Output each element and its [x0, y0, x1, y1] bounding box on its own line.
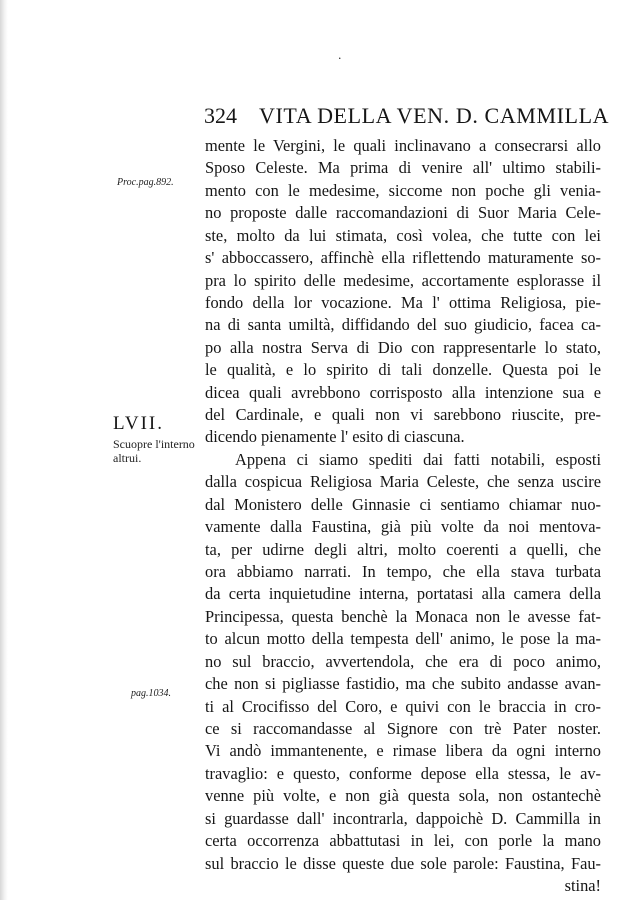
text-line: sul braccio le disse queste due sole parole: Faustina, Fau- — [205, 853, 601, 873]
text-line: dicea quali avrebbono corrisposto alla intenzione sua e — [205, 382, 601, 402]
text-line: mento con le medesime, siccome non poche gli venia- — [205, 180, 601, 200]
text-line: Appena ci siamo spediti dai fatti notabili, esposti — [235, 449, 601, 469]
text-line: to alcun motto della tempesta dell' animo, le pose la ma- — [205, 629, 601, 649]
chapter-summary — [113, 437, 195, 465]
text-line: no proposte dalle raccomandazioni di Suor Maria Cele- — [205, 203, 601, 223]
text-line: ce si raccomandasse al Signore con trè Pater noster. — [205, 718, 601, 738]
text-line: s' abboccassero, affinchè ella riflettendo maturamente so- — [205, 248, 601, 268]
text-line: travaglio: e questo, conforme depose ella stessa, le av- — [205, 763, 601, 783]
text-line: ste, molto da lui stimata, così volea, che tutte con lei — [205, 225, 601, 245]
text-line: dal Monistero delle Ginnasie ci sentiamo chiamar nuo- — [205, 494, 601, 514]
text-line: del Cardinale, e quali non vi sarebbono riuscite, pre- — [205, 405, 601, 425]
text-line: pra lo spirito delle medesime, accortamente esplorasse il — [205, 270, 601, 290]
chapter-summary-line: altrui. — [113, 451, 142, 465]
chapter-number: LVII. — [113, 413, 164, 434]
text-line: mente le Vergini, le quali inclinavano a consecrarsi allo — [205, 136, 601, 155]
text-line: certa occorrenza abbattutasi in lei, con porle la mano — [205, 831, 601, 851]
running-title: VITA DELLA VEN. D. CAMMILLA — [259, 103, 610, 128]
text-line: ora abbiamo narrati. In tempo, che ella stava turbata — [205, 562, 601, 582]
margin-reference-proc: Proc.pag.892. — [117, 177, 174, 188]
text-line: ti al Crocifisso del Coro, e quivi con le braccia in cro- — [205, 696, 601, 716]
text-line: dicendo pienamente l' esito di ciascuna. — [205, 427, 465, 447]
text-line: dalla cospicua Religiosa Maria Celeste, che senza uscire — [205, 472, 601, 492]
text-line: stina! — [564, 875, 601, 895]
text-line: po alla nostra Serva di Dio con rappresentarle lo stato, — [205, 337, 601, 357]
text-line: le qualità, e lo spirito di tali donzelle. Questa poi le — [205, 360, 601, 380]
body-text — [205, 135, 601, 897]
text-line: si guardasse dall' incontrarla, dappoichè D. Cammilla in — [205, 808, 601, 828]
margin-reference-pag: pag.1034. — [131, 688, 171, 699]
page-header — [0, 102, 631, 132]
page-number: 324 — [204, 103, 237, 128]
text-line: vamente dalla Faustina, già più volte da noi mentova- — [205, 517, 601, 537]
chapter-summary-line: Scuopre l'interno — [113, 437, 195, 451]
page-binding-edge — [0, 0, 8, 900]
text-line: na di santa umiltà, diffidando del suo giudicio, facea ca- — [205, 315, 601, 335]
text-line: da certa inquietudine interna, portatasi alla camera della — [205, 584, 601, 604]
text-line: ta, per udirne degli altri, molto coerenti a quelli, che — [205, 539, 601, 559]
text-line: venne più volte, e non già questa sola, non ostantechè — [205, 786, 601, 806]
page-mark: . — [338, 49, 342, 62]
text-line: no sul braccio, avvertendola, che era di poco animo, — [205, 651, 601, 671]
text-line: Sposo Celeste. Ma prima di venire all' ultimo stabili- — [205, 158, 601, 178]
text-line: Vi andò immantenente, e rimase libera da ogni interno — [205, 741, 601, 761]
text-line: che non si pigliasse fastidio, ma che subito andasse avan- — [205, 674, 601, 694]
text-line: Principessa, questa benchè la Monaca non le avesse fat- — [205, 606, 601, 626]
text-line: fondo della lor vocazione. Ma l' ottima Religiosa, pie- — [205, 292, 601, 312]
